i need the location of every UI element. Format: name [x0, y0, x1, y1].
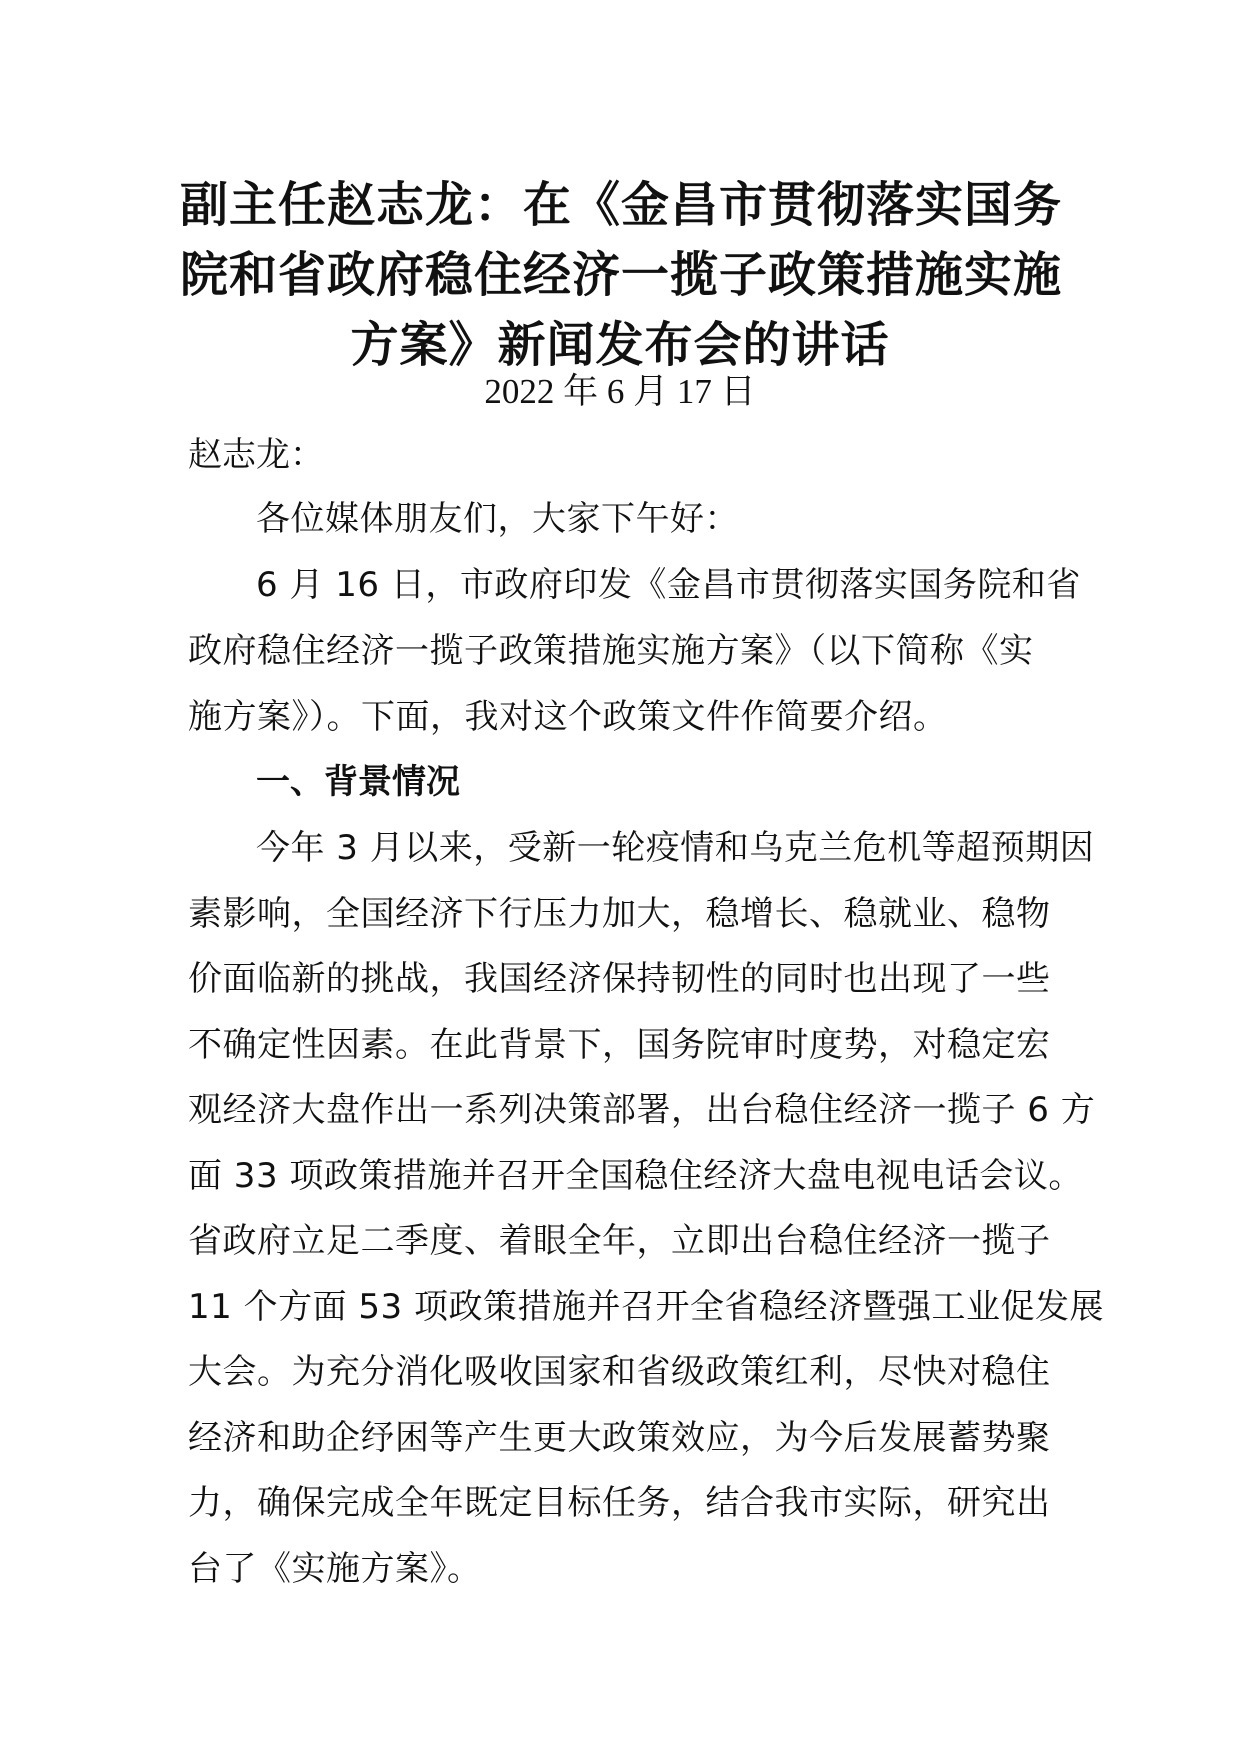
background-line-5: 观经济大盘作出一系列决策部署，出台稳住经济一揽子 6 方: [188, 1090, 1096, 1130]
background-line-1: 今年 3 月以来，受新一轮疫情和乌克兰危机等超预期因: [256, 828, 1095, 868]
background-line-3: 价面临新的挑战，我国经济保持韧性的同时也出现了一些: [188, 959, 1051, 999]
section-heading-background: 一、背景情况: [256, 762, 460, 802]
background-line-6: 面 33 项政策措施并召开全国稳住经济大盘电视电话会议。: [188, 1156, 1083, 1196]
background-line-2: 素影响，全国经济下行压力加大，稳增长、稳就业、稳物: [188, 894, 1051, 934]
intro-line-1: 6 月 16 日，市政府印发《金昌市贯彻落实国务院和省: [256, 565, 1081, 605]
background-line-10: 经济和助企纾困等产生更大政策效应，为今后发展蓄势聚: [188, 1418, 1051, 1458]
intro-line-2: 政府稳住经济一揽子政策措施实施方案》（以下简称《实: [188, 631, 1034, 671]
background-line-8: 11 个方面 53 项政策措施并召开全省稳经济暨强工业促发展: [188, 1287, 1104, 1327]
background-line-7: 省政府立足二季度、着眼全年，立即出台稳住经济一揽子: [188, 1221, 1051, 1261]
title-line-3: 方案》新闻发布会的讲话: [350, 317, 890, 373]
document-date: 2022 年 6 月 17 日: [484, 372, 756, 411]
greeting-line: 各位媒体朋友们，大家下午好：: [256, 499, 739, 539]
speaker-name: 赵志龙：: [188, 435, 324, 475]
title-line-2: 院和省政府稳住经济一揽子政策措施实施: [180, 247, 1063, 303]
background-line-12: 台了《实施方案》。: [188, 1549, 482, 1589]
intro-line-3: 施方案》）。下面，我对这个政策文件作简要介绍。: [188, 697, 948, 737]
document-title: [180, 170, 1063, 380]
background-line-9: 大会。为充分消化吸收国家和省级政策红利，尽快对稳住: [188, 1352, 1051, 1392]
background-line-4: 不确定性因素。在此背景下，国务院审时度势，对稳定宏: [188, 1025, 1051, 1065]
title-line-1: 副主任赵志龙：在《金昌市贯彻落实国务: [180, 177, 1063, 233]
background-line-11: 力，确保完成全年既定目标任务，结合我市实际，研究出: [188, 1483, 1051, 1523]
